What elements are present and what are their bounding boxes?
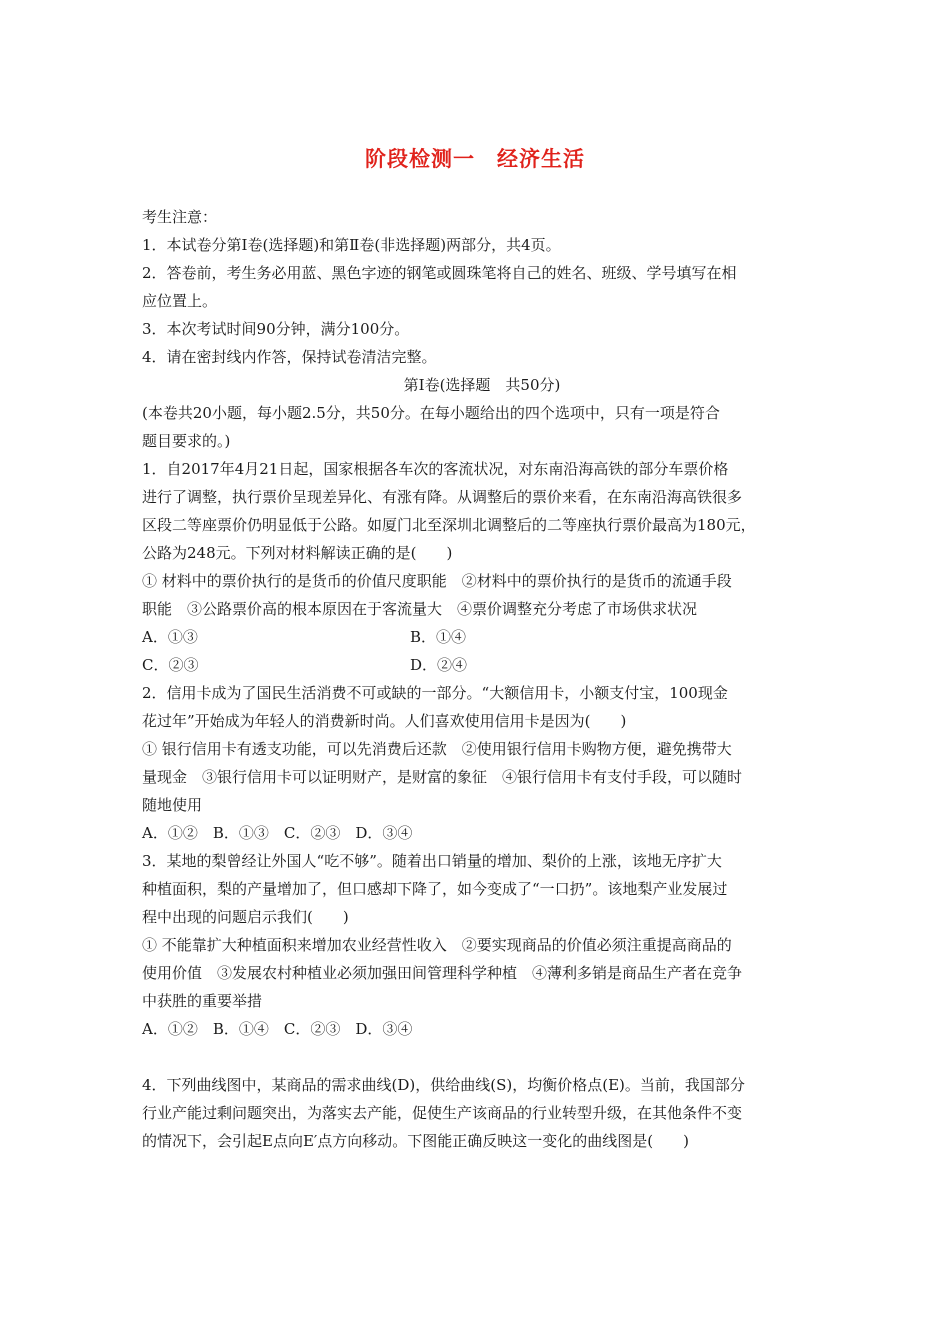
option-d: D．②④	[410, 656, 468, 674]
question-3-stem: 种植面积，梨的产量增加了，但口感却下降了，如今变成了“一口扔”。该地梨产业发展过	[142, 880, 728, 898]
option-a: A．①③	[142, 628, 198, 646]
question-4-stem: 4．下列曲线图中，某商品的需求曲线(D)，供给曲线(S)，均衡价格点(E)。当前，我国部分	[142, 1076, 745, 1094]
option-b: B．①④	[410, 628, 467, 646]
question-1-statements: 职能 ③公路票价高的根本原因在于客流量大 ④票价调整充分考虑了市场供求状况	[142, 600, 698, 618]
exam-content	[142, 203, 822, 1155]
question-3-stem: 程中出现的问题启示我们( )	[142, 908, 349, 926]
question-1-statements: ① 材料中的票价执行的是货币的价值尺度职能 ②材料中的票价执行的是货币的流通手段	[142, 572, 732, 590]
page-title: 阶段检测一 经济生活	[365, 147, 585, 171]
section-instructions: 题目要求的。)	[142, 432, 231, 450]
notice-item: 1．本试卷分第Ⅰ卷(选择题)和第Ⅱ卷(非选择题)两部分，共4页。	[142, 236, 561, 254]
question-1-stem: 公路为248元。下列对材料解读正确的是( )	[142, 544, 453, 562]
question-1-options-row	[142, 623, 822, 651]
section-instructions: (本卷共20小题，每小题2.5分，共50分。在每小题给出的四个选项中，只有一项是符合	[142, 404, 720, 422]
question-2-statements: 量现金 ③银行信用卡可以证明财产，是财富的象征 ④银行信用卡有支付手段，可以随时	[142, 768, 743, 786]
question-3-statements: ① 不能靠扩大种植面积来增加农业经营性收入 ②要实现商品的价值必须注重提高商品的	[142, 936, 732, 954]
section-heading: 第Ⅰ卷(选择题 共50分)	[403, 376, 561, 394]
question-4-stem: 的情况下，会引起E点向E′点方向移动。下图能正确反映这一变化的曲线图是( )	[142, 1132, 690, 1150]
question-3-statements: 中获胜的重要举措	[142, 992, 263, 1010]
question-2-options: A．①② B．①③ C．②③ D．③④	[142, 824, 413, 842]
question-2-stem: 2．信用卡成为了国民生活消费不可或缺的一部分。“大额信用卡，小额支付宝，100现金	[142, 684, 728, 702]
question-4-stem: 行业产能过剩问题突出，为落实去产能，促使生产该商品的行业转型升级，在其他条件不变	[142, 1104, 743, 1122]
question-1-options-row	[142, 651, 822, 679]
notice-item: 4．请在密封线内作答，保持试卷清洁完整。	[142, 348, 437, 366]
notice-item: 应位置上。	[142, 292, 218, 310]
question-2-statements: ① 银行信用卡有透支功能，可以先消费后还款 ②使用银行信用卡购物方便，避免携带大	[142, 740, 732, 758]
notice-item: 2．答卷前，考生务必用蓝、黑色字迹的钢笔或圆珠笔将自己的姓名、班级、学号填写在相	[142, 264, 737, 282]
question-1-stem: 区段二等座票价仍明显低于公路。如厦门北至深圳北调整后的二等座执行票价最高为180元，	[142, 516, 756, 534]
question-2-statements: 随地使用	[142, 796, 203, 814]
notice-heading: 考生注意：	[142, 208, 218, 226]
question-3-options: A．①② B．①④ C．②③ D．③④	[142, 1020, 413, 1038]
question-1-stem: 1．自2017年4月21日起，国家根据各车次的客流状况，对东南沿海高铁的部分车票价格	[142, 460, 729, 478]
spacer	[142, 1043, 822, 1071]
question-1-stem: 进行了调整，执行票价呈现差异化、有涨有降。从调整后的票价来看，在东南沿海高铁很多	[142, 488, 743, 506]
option-c: C．②③	[142, 656, 199, 674]
question-2-stem: 花过年”开始成为年轻人的消费新时尚。人们喜欢使用信用卡是因为( )	[142, 712, 627, 730]
question-3-statements: 使用价值 ③发展农村种植业必须加强田间管理科学种植 ④薄利多销是商品生产者在竞争	[142, 964, 743, 982]
question-3-stem: 3．某地的梨曾经让外国人“吃不够”。随着出口销量的增加、梨价的上涨，该地无序扩大	[142, 852, 722, 870]
notice-item: 3．本次考试时间90分钟，满分100分。	[142, 320, 410, 338]
